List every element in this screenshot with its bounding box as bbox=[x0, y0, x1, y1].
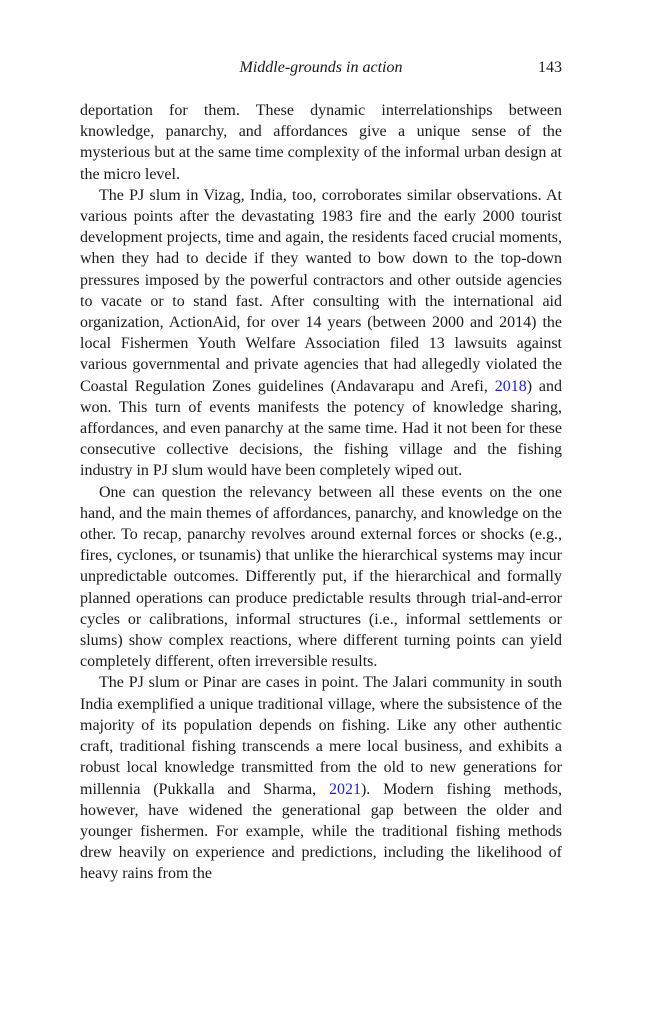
paragraph-text: The PJ slum or Pinar are cases in point. The Jalari community in south India exemplified a unique traditional village, where the subsistence of the majority of its population depends on fishing. Like any other authentic craft, traditional fishing transcends a mere local business, and exhibits a robust local knowledge transmitted from the old to new generations for millennia (Pukkalla and Sharma, bbox=[80, 674, 562, 798]
paragraph-2 bbox=[80, 185, 562, 482]
citation-link[interactable]: 2021 bbox=[328, 780, 361, 798]
paragraph-text: One can question the relevancy between all these events on the one hand, and the main themes of affordances, panarchy, and knowledge on the other. To recap, panarchy revolves around external forces or shocks (e.g., fires, cyclones, or tsunamis) that unlike the hierarchical systems may incur unpredictable outcomes. Differently put, if the hierarchical and formally planned operations can produce predictable results through trial-and-error cycles or calibrations, informal structures (i.e., informal settlements or slums) show complex reactions, where different turning points can yield completely different, often irreversible results. bbox=[80, 483, 562, 671]
page-number: 143 bbox=[538, 59, 562, 76]
paragraph-text: deportation for them. These dynamic interrelationships between knowledge, panarchy, and affordances give a unique sense of the mysterious but at the same time complexity of the informal urban design at the micro level. bbox=[80, 102, 562, 183]
running-head bbox=[80, 56, 562, 80]
paragraph-text: ) and won. This turn of events manifests the potency of knowledge sharing, affordances, and even panarchy at the same time. Had it not been for these consecutive collective decisions, the fishing village and the fishing industry in PJ slum would have been completely wiped out. bbox=[80, 377, 562, 480]
paragraph-3 bbox=[80, 482, 562, 673]
body-text bbox=[80, 100, 562, 885]
paragraph-text: ). Modern fishing methods, however, have widened the generational gap between the older and younger fishermen. For example, while the traditional fishing methods drew heavily on experience and predictions, including the likelihood of heavy rains from the bbox=[80, 780, 562, 883]
paragraph-text: The PJ slum in Vizag, India, too, corroborates similar observations. At various points after the devastating 1983 fire and the early 2000 tourist development projects, time and again, the residents faced crucial moments, when they had to decide if they wanted to bow down to the top-down pressures imposed by the powerful contractors and other outside agencies to vacate or to stand fast. After consulting with the international aid organization, ActionAid, for over 14 years (between 2000 and 2014) the local Fishermen Youth Welfare Association filed 13 lawsuits against various governmental and private agencies that had allegedly violated the Coastal Regulation Zones guidelines (Andavarapu and Arefi, bbox=[80, 186, 562, 395]
paragraph-4 bbox=[80, 672, 562, 884]
running-title: Middle-grounds in action bbox=[239, 59, 403, 76]
book-page bbox=[80, 56, 562, 885]
citation-link[interactable]: 2018 bbox=[494, 377, 527, 395]
paragraph-1 bbox=[80, 100, 562, 185]
